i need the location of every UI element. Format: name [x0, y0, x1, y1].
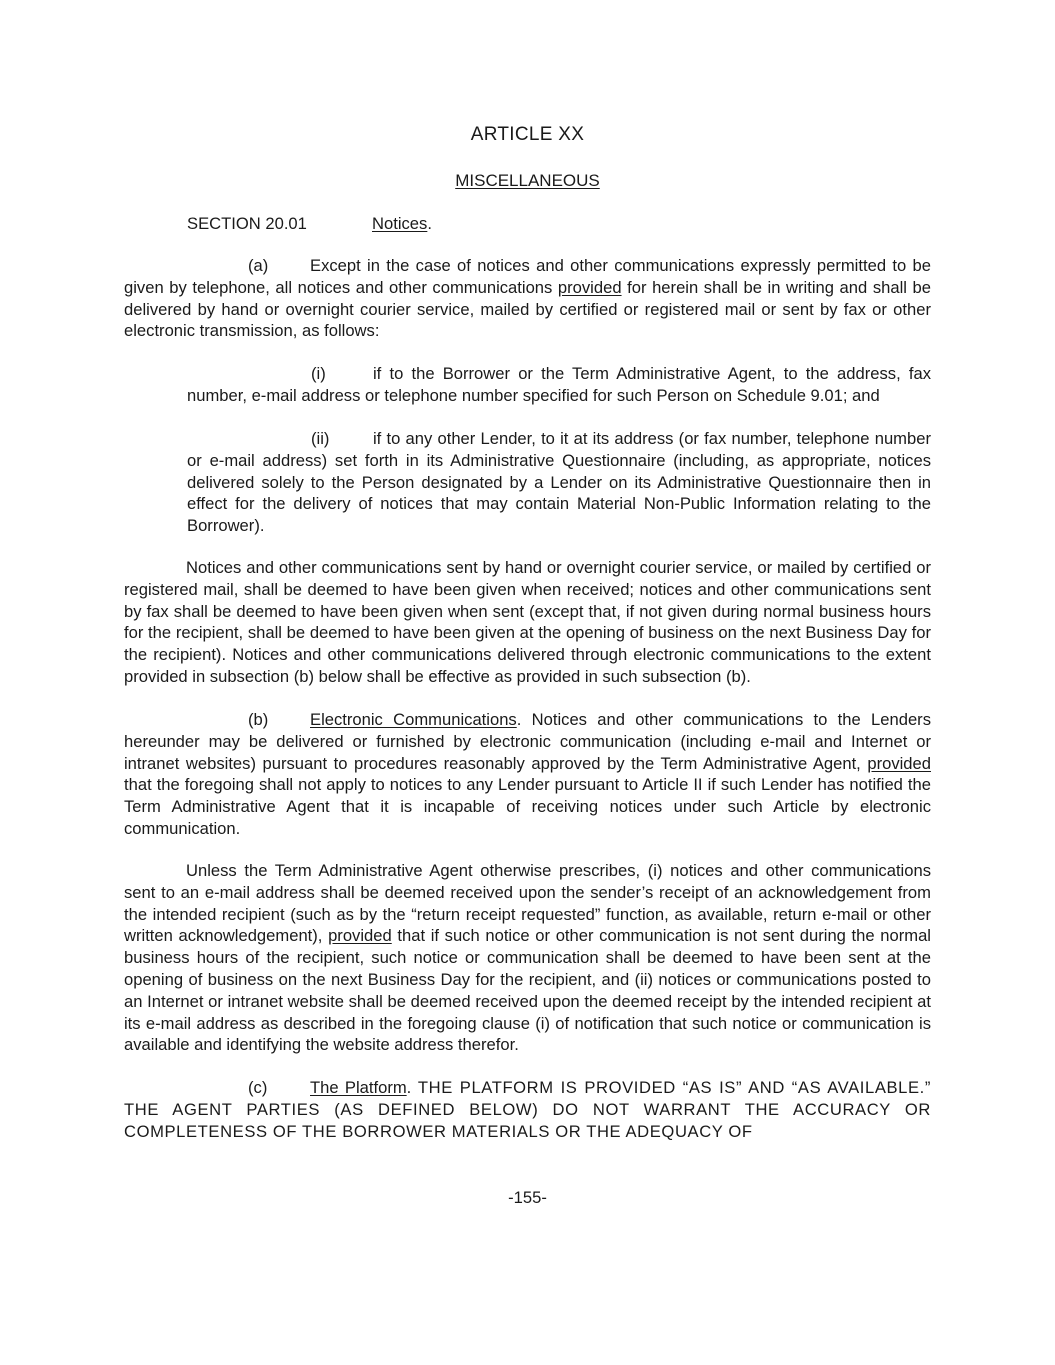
paragraph-label: (a)	[248, 256, 269, 275]
paragraph-text: that if such notice or other communication is not sent during the normal business hours of the recipient, such notice or communication shall be deemed to have been sent at the opening of business on the next Business Day for the recipient, and (ii) notices or communications posted to an Internet or intranet website shall be deemed received upon the deemed receipt by the intended recipient at its e-mail address as described in the foregoing clause (i) of notification that such notice or communication is available and identifying the website address therefor.	[124, 926, 931, 1055]
paragraph-text: Except in the case of notices and other communications expressly permitted to be given by telephone, all notices and other communications	[124, 256, 931, 297]
provided-term: provided	[557, 277, 622, 297]
paragraph-heading-suffix: .	[516, 710, 522, 729]
paragraph-text: if to the Borrower or the Term Administrative Agent, to the address, fax number, e-mail address or telephone number specified for such Person on Schedule 9.01; and	[187, 364, 931, 405]
paragraph-b	[124, 709, 931, 840]
section-title: Notices	[372, 214, 428, 233]
paragraph-text: Notices and other communications to the Lenders hereunder may be delivered or furnished by electronic communication (including e-mail and Internet or intranet websites) pursuant to procedures reasonably approved by the Term Administrative Agent,	[124, 710, 931, 773]
page-number: -155-	[508, 1188, 547, 1207]
paragraph-text: Unless the Term Administrative Agent otherwise prescribes, (i) notices and other communications sent to an e-mail address shall be deemed received upon the sender’s receipt of an acknowledgement from the intended recipient (such as by the “return receipt requested” function, as available, return e-mail or other written acknowledgement),	[124, 861, 931, 946]
paragraph-text: for herein shall be in writing and shall be delivered by hand or overnight courier service, mailed by certified or registered mail or sent by fax or other electronic transmission, as follows:	[124, 277, 931, 341]
paragraph-text: that the foregoing shall not apply to notices to any Lender pursuant to Article II if such Lender has notified the Term Administrative Agent that it is incapable of receiving notices under such Article by electronic communication.	[124, 775, 931, 838]
paragraph-label: (c)	[248, 1078, 268, 1097]
paragraph-text: if to any other Lender, to it at its address (or fax number, telephone number or e-mail address) set forth in its Administrative Questionnaire (including, as appropriate, notices delivered solely to the Person designated by a Lender on its Administrative Questionnaire then in effect for the delivery of notices that may contain Material Non-Public Information relating to the Borrower).	[187, 429, 931, 536]
paragraph-label: (i)	[311, 364, 326, 383]
paragraph-label: (b)	[248, 710, 269, 729]
section-number: SECTION 20.01	[187, 214, 307, 233]
paragraph-heading-suffix: .	[406, 1078, 412, 1097]
section-heading	[187, 213, 432, 235]
article-heading: ARTICLE XX	[470, 124, 585, 145]
provided-term: provided	[328, 926, 392, 946]
provided-term: provided	[867, 753, 931, 773]
paragraph-heading: The Platform	[310, 1078, 407, 1097]
section-title-suffix: .	[427, 214, 432, 233]
paragraph-text: THE PLATFORM IS PROVIDED “AS IS” AND “AS AVAILABLE.” THE AGENT PARTIES (AS DEFINED BELOW) DO NOT WARRANT THE ACCURACY OR COMPLETENESS OF THE BORROWER MATERIALS OR THE ADEQUACY OF	[124, 1078, 931, 1141]
paragraph-i	[187, 363, 931, 407]
paragraph-heading: Electronic Communications	[310, 710, 517, 729]
paragraph-unless	[124, 860, 931, 1056]
article-title: MISCELLANEOUS	[455, 171, 600, 190]
paragraph-label: (ii)	[311, 429, 330, 448]
paragraph-ii	[187, 428, 931, 537]
paragraph-text: Notices and other communications sent by hand or overnight courier service, or mailed by certified or registered mail, shall be deemed to have been given when received; notices and other communications sent by fax shall be deemed to have been given when sent (except that, if not given during normal business hours for the recipient, shall be deemed to have been given at the opening of business on the next Business Day for the recipient). Notices and other communications delivered through electronic communications to the extent provided in subsection (b) below shall be effective as provided in such subsection (b).	[124, 558, 931, 686]
paragraph-notices	[124, 557, 931, 688]
paragraph-a	[124, 255, 931, 342]
paragraph-c	[124, 1077, 931, 1142]
